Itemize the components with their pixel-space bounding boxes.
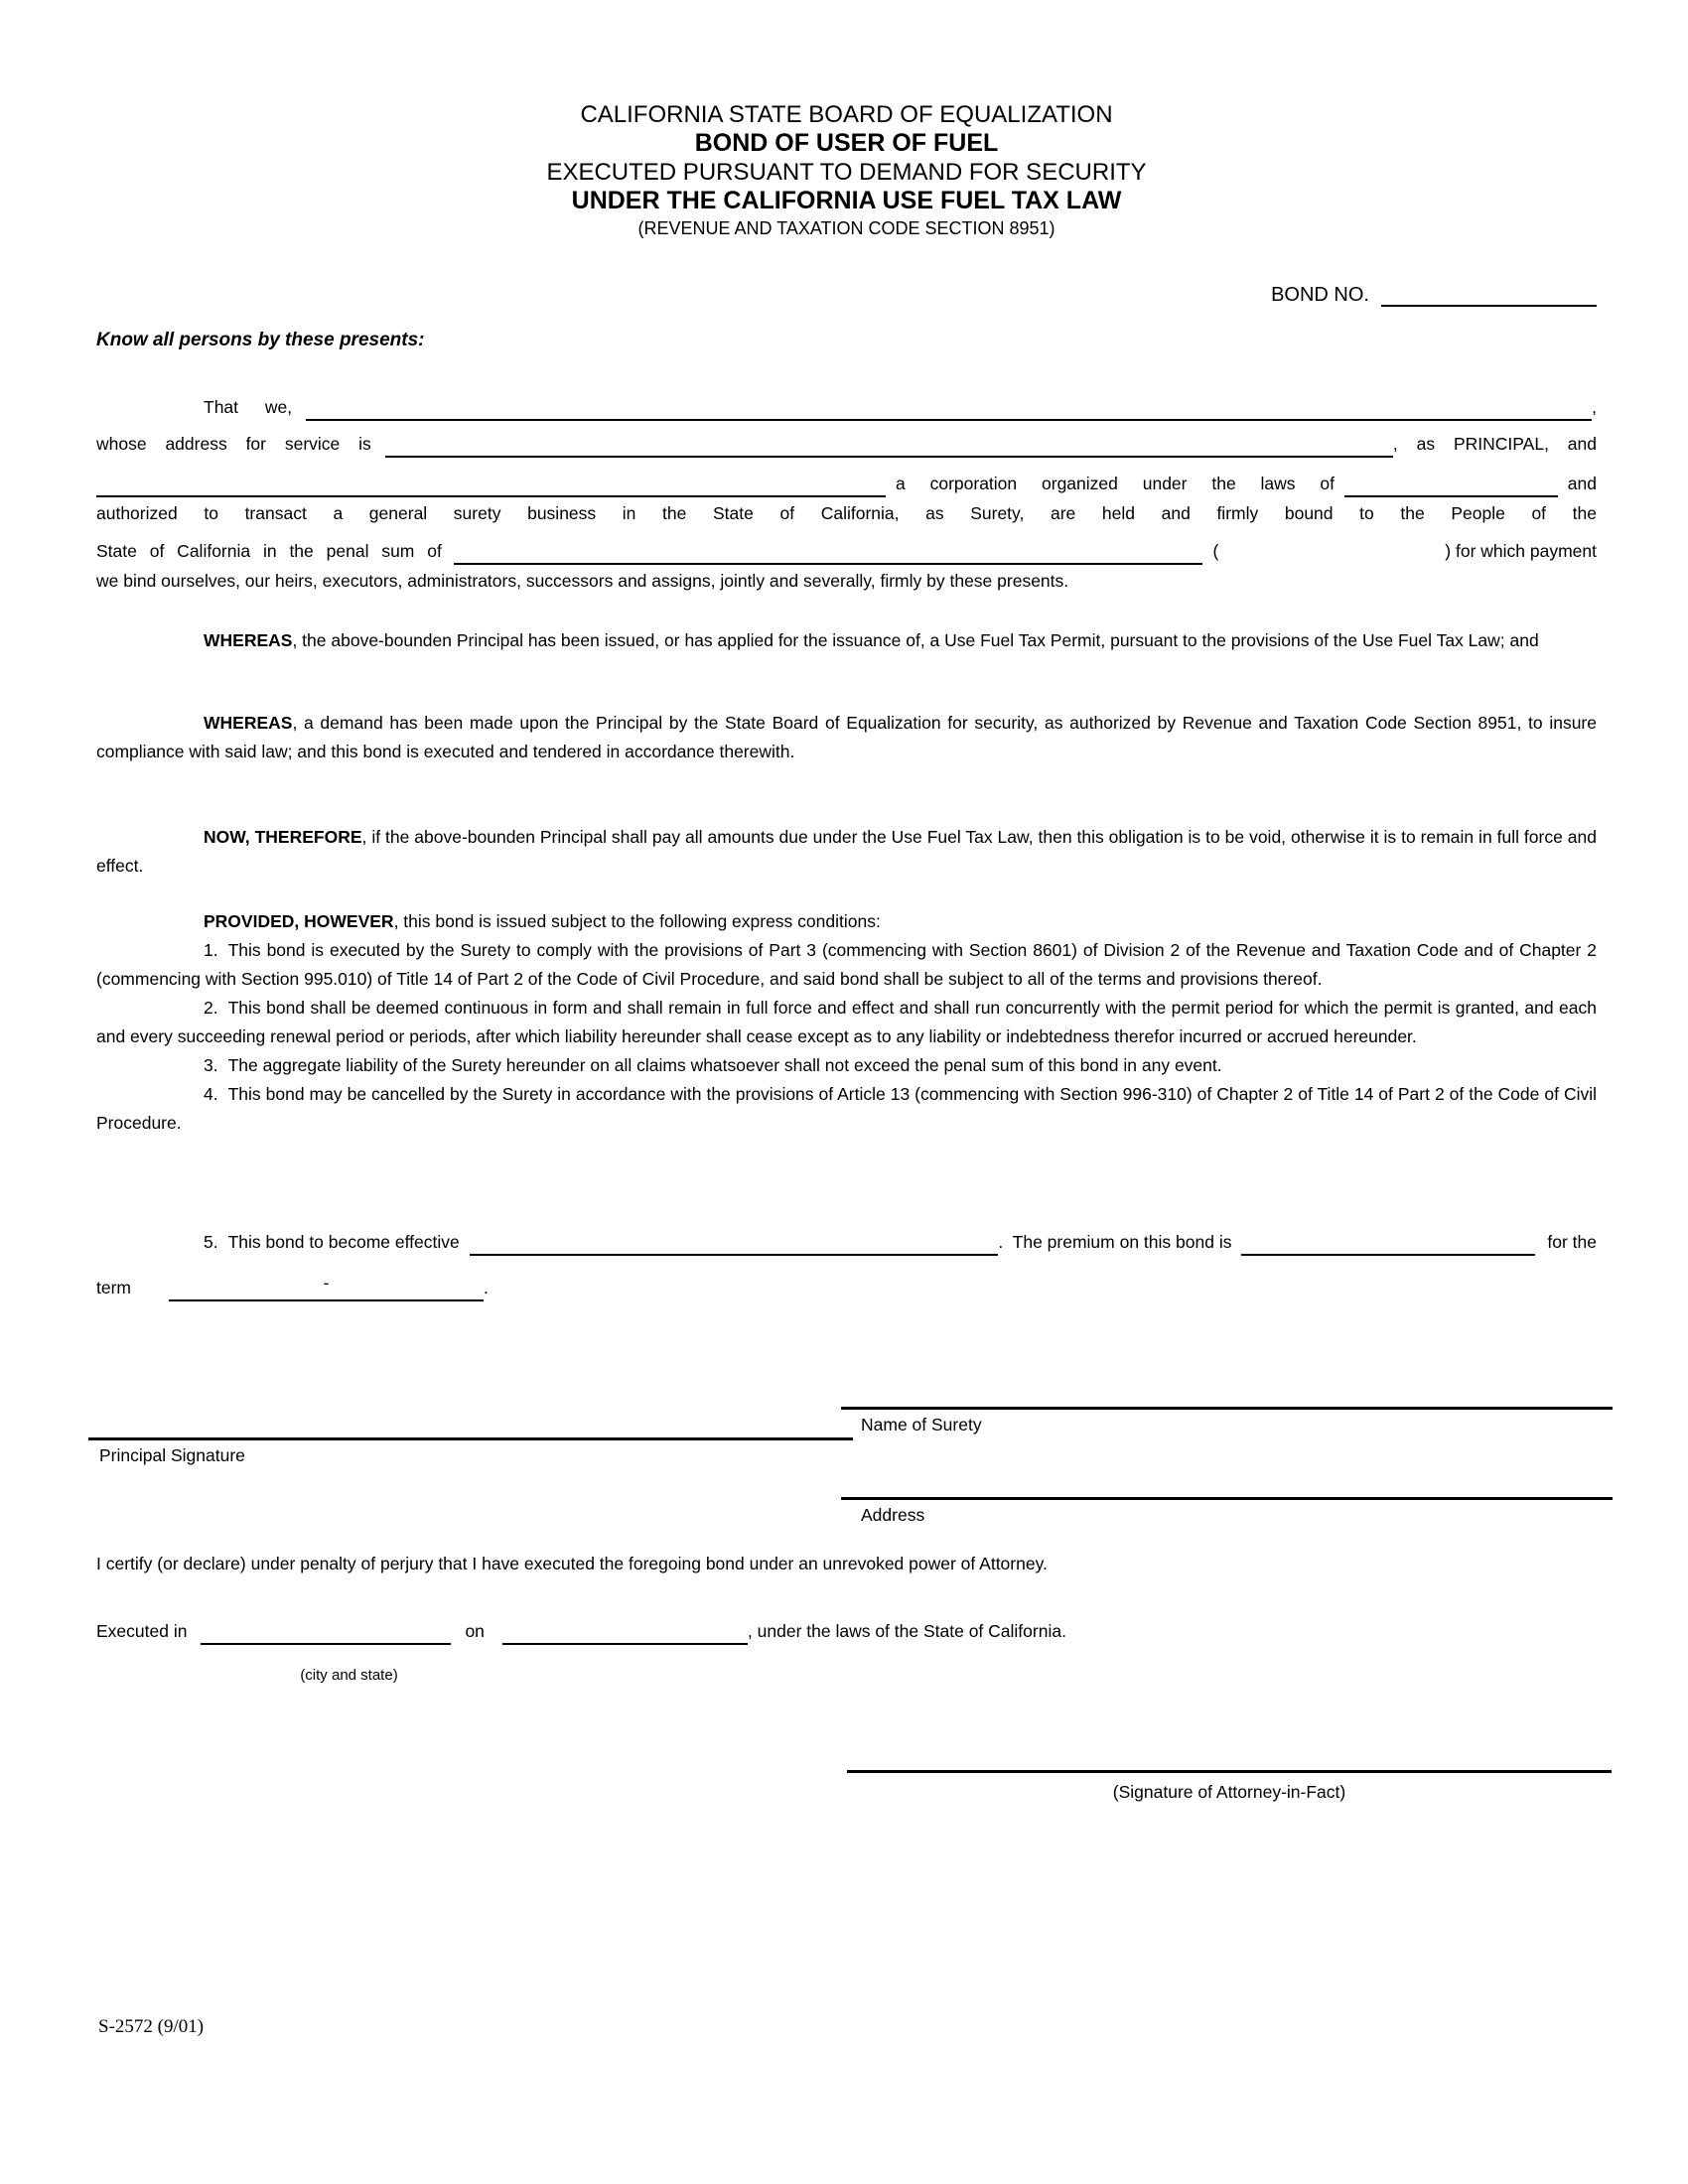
whereas-2 [96,709,1597,766]
executed-date-field[interactable] [502,1617,748,1645]
surety-address-line[interactable] [841,1497,1613,1500]
that-we-label: That we, [204,397,293,417]
condition-5-tail: for the [1547,1232,1597,1252]
we-bind-line: we bind ourselves, our heirs, executors, administrators, successors and assigns, jointly and severally, firmly by these presents. [96,571,1069,591]
authorized-line: authorized to transact a general surety business in the State of California, as Surety, are held and firmly bound to the People of the [96,503,1597,523]
preamble-heading: Know all persons by these presents: [96,330,425,350]
provided-however-lead: PROVIDED, HOWEVER [204,911,394,931]
condition-5-line [96,1228,1597,1257]
now-therefore [96,823,1597,881]
and-label: and [1567,474,1597,493]
certify-line: I certify (or declare) under penalty of perjury that I have executed the foregoing bond under an unrevoked power of Attorney. [96,1554,1048,1573]
corporation-label: a corporation organized under the laws of [896,474,1336,493]
attorney-signature-block [96,1767,1597,1827]
form-number: S-2572 (9/01) [98,2016,205,2037]
principal-signature-label: Principal Signature [99,1445,245,1465]
condition-4 [96,1080,1597,1138]
condition-2 [96,994,1597,1051]
attorney-signature-line[interactable] [847,1770,1612,1773]
executed-line [96,1617,1597,1684]
condition-1-number: 1. [204,940,218,960]
now-therefore-text: , if the above-bounden Principal shall pay all amounts due under the Use Fuel Tax Law, then this obligation is to be void, otherwise it is to remain in full force and effect. [96,827,1597,876]
effective-date-field[interactable] [470,1228,999,1256]
condition-2-text: This bond shall be deemed continuous in form and shall remain in full force and effect and shall run concurrently with the permit period for which the permit is granted, and each and every succeeding renewal period or periods, after which liability hereunder shall cease except as to any liability or indebtedness therefor incurred or accrued hereunder. [96,998,1597,1046]
bond-no-field[interactable] [1381,281,1597,307]
conditions-list [96,936,1597,1138]
address-line [96,430,1597,459]
as-principal-label: , as PRINCIPAL, and [1392,434,1597,454]
condition-4-text: This bond may be cancelled by the Surety in accordance with the provisions of Article 13 (commencing with Section 996-310) of Chapter 2 of Title 14 of Part 2 of the Code of Civil Procedure. [96,1084,1597,1133]
premium-field[interactable] [1241,1228,1535,1256]
whereas-2-text: , a demand has been made upon the Principal by the State Board of Equalization for security, as authorized by Revenue and Taxation Code Section 8951, to insure compliance with said law; and this bond is executed and tendered in accordance therewith. [96,713,1597,761]
trailing-comma: , [1592,397,1597,417]
condition-5-mid: . The premium on this bond is [998,1232,1232,1252]
whereas-1 [96,626,1597,655]
surety-name-label: Name of Surety [861,1415,982,1434]
now-therefore-lead: NOW, THEREFORE [204,827,362,847]
condition-3-text: The aggregate liability of the Surety hereunder on all claims whatsoever shall not exceed the penal sum of this bond in any event. [227,1055,1222,1075]
penal-sum-line [96,537,1597,566]
executed-in-label: Executed in [96,1621,188,1641]
term-field[interactable] [169,1274,484,1301]
executed-city-state-field[interactable] [201,1617,451,1645]
attorney-signature-label: (Signature of Attorney-in-Fact) [1112,1782,1346,1802]
bond-no-row [96,281,1597,310]
term-line [96,1274,1597,1302]
condition-4-number: 4. [204,1084,218,1104]
condition-2-number: 2. [204,998,218,1018]
city-state-hint: (city and state) [300,1667,398,1684]
that-we-line [96,393,1597,422]
provided-however-text: , this bond is issued subject to the following express conditions: [393,911,881,931]
form-agency-line: CALIFORNIA STATE BOARD OF EQUALIZATION [580,101,1113,128]
form-subtitle-2: UNDER THE CALIFORNIA USE FUEL TAX LAW [571,187,1122,214]
penal-sum-label: State of California in the penal sum of [96,541,442,561]
bond-no-label: BOND NO. [1271,284,1369,306]
form-title: BOND OF USER OF FUEL [694,129,999,157]
surety-address-label: Address [861,1505,925,1525]
whereas-1-lead: WHEREAS [204,630,293,650]
form-title-block [96,100,1597,241]
whose-address-label: whose address for service is [96,434,371,454]
penal-sum-field[interactable] [454,537,1203,565]
form-code-reference: (REVENUE AND TAXATION CODE SECTION 8951) [637,218,1055,238]
preamble-block [96,393,1597,596]
condition-3-number: 3. [204,1055,218,1075]
principal-signature-line[interactable] [88,1437,853,1440]
signature-block [96,1400,1597,1539]
for-which-payment-label: ) for which payment [1445,541,1597,561]
condition-5-number: 5. [204,1232,218,1252]
laws-of-state-field[interactable] [1344,470,1558,497]
term-period: . [484,1278,489,1297]
paren-open: ( [1212,541,1219,561]
condition-1-text: This bond is executed by the Surety to comply with the provisions of Part 3 (commencing with Section 8601) of Division 2 of the Revenue and Taxation Code and of Chapter 2 (commencing with Section 995.010) of Title 14 of Part 2 of the Code of Civil Procedure, and said bond shall be subject to all of the terms and provisions thereof. [96,940,1597,989]
condition-3 [96,1051,1597,1080]
surety-name-blank-field[interactable] [96,470,886,497]
whereas-2-lead: WHEREAS [204,713,293,733]
executed-tail-label: , under the laws of the State of California. [747,1621,1066,1641]
term-hyphen: - [323,1273,330,1293]
address-for-service-field[interactable] [385,430,1393,458]
term-label: term [96,1278,131,1297]
whereas-1-text: , the above-bounden Principal has been issued, or has applied for the issuance of, a Use Fuel Tax Permit, pursuant to the provisions of the Use Fuel Tax Law; and [292,630,1539,650]
form-subtitle-1: EXECUTED PURSUANT TO DEMAND FOR SECURITY [546,159,1147,186]
provided-however [96,907,1597,936]
corporation-line [96,470,1597,498]
surety-name-line[interactable] [841,1407,1613,1410]
on-label: on [465,1621,485,1641]
condition-1 [96,936,1597,994]
principal-name-field[interactable] [306,393,1592,421]
condition-5-lead: This bond to become effective [227,1232,460,1252]
